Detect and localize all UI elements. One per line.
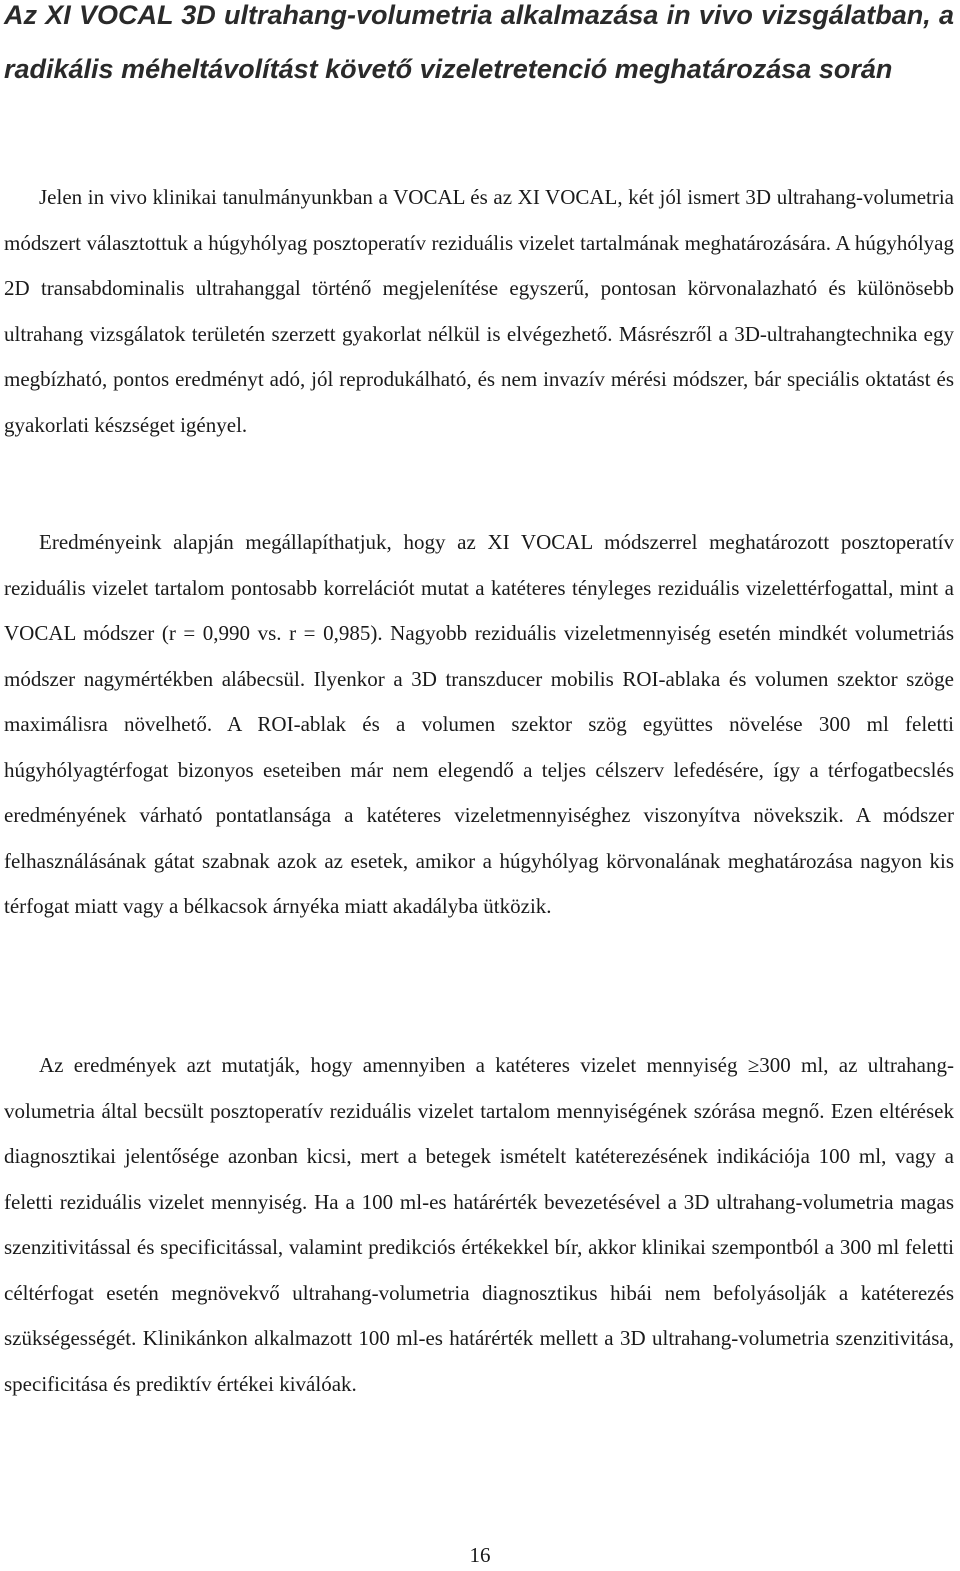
section-title: Az XI VOCAL 3D ultrahang-volumetria alkalmazása in vivo vizsgálatban, a radikális méheltávolítást követő vizeletretenció meghatározása során: [4, 0, 954, 84]
document-page: [4, 0, 954, 1396]
paragraph-1: Jelen in vivo klinikai tanulmányunkban a VOCAL és az XI VOCAL, két jól ismert 3D ultrahang-volumetria módszert választottuk a húgyhólyag posztoperatív reziduális vizelet tartalmának meghatározására. A húgyhólyag 2D transabdominalis ultrahanggal történő megjelenítése egyszerű, pontosan körvonalazható és különösebb ultrahang vizsgálatok területén szerzett gyakorlat nélkül is elvégezhető. Másrészről a 3D-ultrahangtechnika egy megbízható, pontos eredményt adó, jól reprodukálható, és nem invazív mérési módszer, bár speciális oktatást és gyakorlati készséget igényel.: [4, 185, 954, 437]
paragraph-3: Az eredmények azt mutatják, hogy amennyiben a katéteres vizelet mennyiség ≥300 ml, az ultrahang-volumetria által becsült posztoperatív reziduális vizelet tartalom mennyiségének szórása megnő. Ezen eltérések diagnosztikai jelentősége azonban kicsi, mert a betegek ismételt katéterezésének indikációja 100 ml, vagy a feletti reziduális vizelet mennyiség. Ha a 100 ml-es határérték bevezetésével a 3D ultrahang-volumetria magas szenzitivitással és specificitással, valamint predikciós értékekkel bír, akkor klinikai szempontból a 300 ml feletti céltérfogat esetén megnövekvő ultrahang-volumetria diagnosztikus hibái nem befolyásolják a katéterezés szükségességét. Klinikánkon alkalmazott 100 ml-es határérték mellett a 3D ultrahang-volumetria szenzitivitása, specificitása és prediktív értékei kiválóak.: [4, 1053, 954, 1396]
paragraph-2: Eredményeink alapján megállapíthatjuk, hogy az XI VOCAL módszerrel meghatározott posztoperatív reziduális vizelet tartalom pontosabb korrelációt mutat a katéteres tényleges reziduális vizelettérfogattal, mint a VOCAL módszer (r = 0,990 vs. r = 0,985). Nagyobb reziduális vizeletmennyiség esetén mindkét volumetriás módszer nagymértékben alábecsül. Ilyenkor a 3D transzducer mobilis ROI-ablaka és volumen szektor szöge maximálisra növelhető. A ROI-ablak és a volumen szektor szög együttes növelése 300 ml feletti húgyhólyagtérfogat bizonyos eseteiben már nem elegendő a teljes célszerv lefedésére, így a térfogatbecslés eredményének várható pontatlansága a katéteres vizeletmennyiséghez viszonyítva növekszik. A módszer felhasználásának gátat szabnak azok az esetek, amikor a húgyhólyag körvonalának meghatározása nagyon kis térfogat miatt vagy a bélkacsok árnyéka miatt akadályba ütközik.: [4, 530, 954, 918]
page-number: 16: [469, 1543, 491, 1567]
